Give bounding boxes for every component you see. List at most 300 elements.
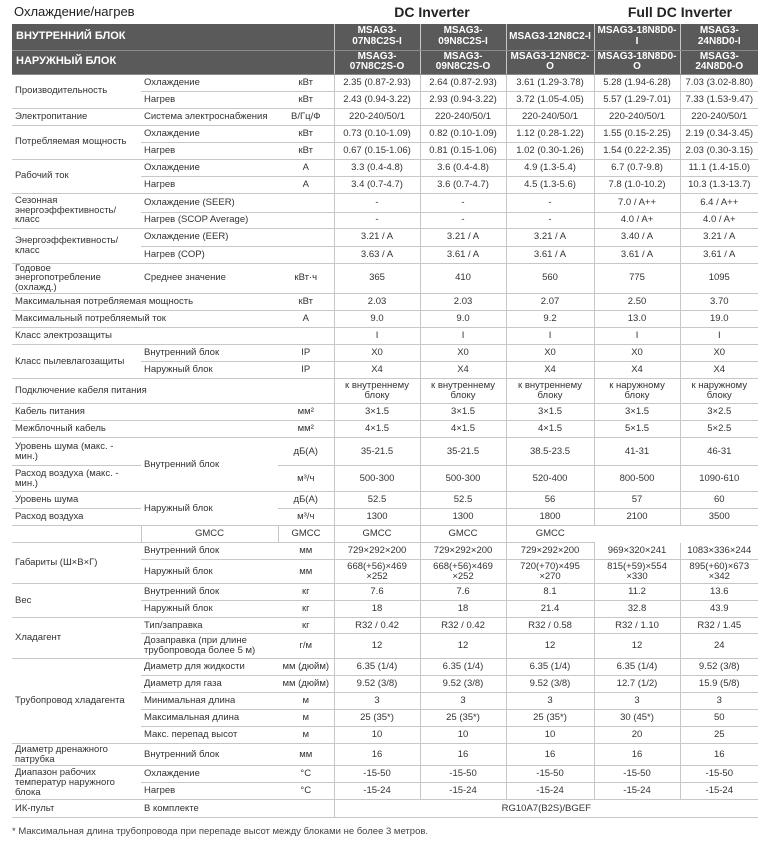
value-cell: 1.12 (0.28-1.22) [506,125,594,142]
param-label: Потребляемая мощность [12,125,141,159]
value-cell: 220-240/50/1 [594,108,680,125]
value-cell: 3.61 (1.29-3.78) [506,74,594,91]
param-label: Рабочий ток [12,159,141,193]
sub-label: Охлаждение [141,125,278,142]
unit-label [278,228,334,246]
value-cell: GMCC [420,526,506,543]
value-cell: 3.40 / A [594,228,680,246]
unit-label: мм (дюйм) [278,659,334,676]
value-cell: 4.5 (1.3-5.6) [506,176,594,193]
value-cell: к внутреннему блоку [420,379,506,404]
param-label: Диапазон рабочих температур наружного блока [12,766,141,800]
sub-label: Внутренний блок [141,345,278,362]
value-cell: RG10A7(B2S)/BGEF [334,800,758,818]
outdoor-model-3: MSAG3-12N8C2-O [506,50,594,74]
param-label: Производительность [12,74,141,108]
value-cell: 57 [594,492,680,509]
value-cell: 3×1.5 [506,404,594,421]
sub-label: Нагрев [141,91,278,108]
value-cell: 3 [506,693,594,710]
value-cell: X4 [680,362,758,379]
sub-label: Охлаждение [141,74,278,91]
group-title-full-dc: Full DC Inverter [627,4,733,20]
value-cell: 2.64 (0.87-2.93) [420,74,506,91]
value-cell: 7.6 [420,584,506,601]
spec-row [12,492,758,509]
param-label: Уровень шума [12,492,141,509]
unit-label: IP [278,345,334,362]
value-cell: R32 / 1.10 [594,618,680,634]
unit-label: А [278,311,334,328]
sub-label: Охлаждение (SEER) [141,193,278,212]
header-bar [0,0,769,24]
value-cell: 2.35 (0.87-2.93) [334,74,420,91]
spec-row [12,766,758,783]
sub-label: Система электроснабжения [141,108,278,125]
outdoor-model-4: MSAG3-18N8D0-O [594,50,680,74]
spec-row [12,404,758,421]
value-cell: 3.63 / A [334,246,420,263]
value-cell: 815(+59)×554 ×330 [594,560,680,584]
sub-label: Нагрев [141,176,278,193]
value-cell: 1.55 (0.15-2.25) [594,125,680,142]
value-cell: 1090-610 [680,466,758,492]
value-cell: 3 [594,693,680,710]
param-label: Расход воздуха [12,509,141,526]
value-cell: 1.02 (0.30-1.26) [506,142,594,159]
sub-label: Наружный блок [141,560,278,584]
value-cell: 6.7 (0.7-9.8) [594,159,680,176]
unit-label: кг [278,618,334,634]
value-cell: 2.93 (0.94-3.22) [420,91,506,108]
spec-row [12,345,758,362]
value-cell: 25 (35*) [506,710,594,727]
value-cell: 9.52 (3/8) [420,676,506,693]
value-cell: 520-400 [506,466,594,492]
unit-label: кВт·ч [278,263,334,294]
value-cell: -15-50 [680,766,758,783]
value-cell: 12.7 (1/2) [594,676,680,693]
value-cell: 3.61 / A [680,246,758,263]
indoor-model-2: MSAG3-09N8C2S-I [420,24,506,50]
value-cell: X0 [420,345,506,362]
spec-row [12,294,758,311]
param-label: Максимальный потребляемый ток [12,311,278,328]
value-cell: 560 [506,263,594,294]
value-cell: 18 [420,601,506,618]
value-cell: 1083×336×244 [680,543,758,560]
value-cell: 1095 [680,263,758,294]
sub-label: Нагрев (COP) [141,246,278,263]
value-cell: 30 (45*) [594,710,680,727]
value-cell: к внутреннему блоку [334,379,420,404]
value-cell: 365 [334,263,420,294]
value-cell: 0.67 (0.15-1.06) [334,142,420,159]
value-cell: 12 [420,634,506,659]
spec-row [12,74,758,91]
value-cell: 800-500 [594,466,680,492]
spec-row [12,659,758,676]
value-cell: 6.35 (1/4) [594,659,680,676]
value-cell: 3.21 / A [506,228,594,246]
value-cell: 3.21 / A [420,228,506,246]
value-cell: 4×1.5 [506,421,594,438]
spec-row [12,193,758,212]
value-cell: 18 [334,601,420,618]
value-cell: 7.6 [334,584,420,601]
value-cell: 11.1 (1.4-15.0) [680,159,758,176]
value-cell: 220-240/50/1 [334,108,420,125]
value-cell: -15-50 [594,766,680,783]
value-cell: 9.52 (3/8) [506,676,594,693]
value-cell: 3 [334,693,420,710]
indoor-model-4: MSAG3-18N8D0-I [594,24,680,50]
value-cell: I [594,328,680,345]
value-cell: 668(+56)×469 ×252 [420,560,506,584]
unit-label [12,526,141,543]
value-cell: 4.0 / A+ [594,212,680,228]
value-cell: 56 [506,492,594,509]
value-cell: 25 (35*) [334,710,420,727]
value-cell: X4 [420,362,506,379]
unit-label: дБ(А) [278,492,334,509]
spec-row [12,618,758,634]
value-cell: 9.0 [420,311,506,328]
spec-row [12,125,758,142]
sub-label: Наружный блок [141,601,278,618]
value-cell: 2.03 [334,294,420,311]
value-cell: 20 [594,727,680,744]
value-cell: -15-50 [334,766,420,783]
sub-label: В комплекте [141,800,278,818]
unit-label: мм [278,543,334,560]
value-cell: к наружному блоку [680,379,758,404]
unit-label: кВт [278,125,334,142]
value-cell: 12 [506,634,594,659]
unit-label: °C [278,766,334,783]
value-cell: I [506,328,594,345]
sub-label: Внутренний блок [141,543,278,560]
value-cell: 1.54 (0.22-2.35) [594,142,680,159]
unit-label: кВт [278,294,334,311]
value-cell: 24 [680,634,758,659]
value-cell: 4.0 / A+ [680,212,758,228]
value-cell: 729×292×200 [420,543,506,560]
unit-label: г/м [278,634,334,659]
value-cell: 16 [680,744,758,766]
value-cell: 35-21.5 [420,438,506,466]
unit-label [278,246,334,263]
value-cell: 9.52 (3/8) [680,659,758,676]
value-cell: 9.2 [506,311,594,328]
sub-label: Минимальная длина [141,693,278,710]
sub-label: Охлаждение (EER) [141,228,278,246]
value-cell: 13.0 [594,311,680,328]
value-cell: 25 [680,727,758,744]
value-cell: GMCC [278,526,334,543]
value-cell: X0 [680,345,758,362]
value-cell: 2.07 [506,294,594,311]
value-cell: 15.9 (5/8) [680,676,758,693]
spec-row [12,584,758,601]
unit-label: кВт [278,91,334,108]
value-cell: 50 [680,710,758,727]
header-row-indoor [12,24,758,50]
value-cell: 3.6 (0.4-4.8) [420,159,506,176]
value-cell: -15-24 [680,783,758,800]
value-cell: 13.6 [680,584,758,601]
param-label: Расход воздуха (макс. - мин.) [12,466,141,492]
value-cell: 3.70 [680,294,758,311]
param-label: Энергоэффективность/класс [12,228,141,263]
value-cell: 3×1.5 [420,404,506,421]
spec-row [12,328,758,345]
indoor-model-1: MSAG3-07N8C2S-I [334,24,420,50]
sub-label: Среднее значение [141,263,278,294]
value-cell: - [506,212,594,228]
value-cell: 16 [420,744,506,766]
value-cell: 729×292×200 [506,543,594,560]
sub-label: Диаметр для газа [141,676,278,693]
value-cell: 25 (35*) [420,710,506,727]
value-cell: 0.81 (0.15-1.06) [420,142,506,159]
spec-row [12,466,758,492]
value-cell: 6.4 / A++ [680,193,758,212]
value-cell: 16 [594,744,680,766]
sub-label: Макс. перепад высот [141,727,278,744]
value-cell: 3 [680,693,758,710]
unit-label: м [278,710,334,727]
group-title-dc: DC Inverter [394,4,470,20]
spec-row [12,379,758,404]
unit-label [278,379,334,404]
param-label: Кабель питания [12,404,278,421]
unit-label: дБ(А) [278,438,334,466]
value-cell: 969×320×241 [594,543,680,560]
sub-label: Нагрев [141,142,278,159]
value-cell: 3.6 (0.7-4.7) [420,176,506,193]
footnote: * Максимальная длина трубопровода при перепаде высот между блоками не более 3 метров. [12,826,429,837]
value-cell: 1300 [334,509,420,526]
value-cell: 52.5 [420,492,506,509]
value-cell: 895(+60)×673 ×342 [680,560,758,584]
value-cell: 3×2.5 [680,404,758,421]
param-label: Электропитание [12,108,141,125]
value-cell: X0 [506,345,594,362]
spec-row [12,159,758,176]
sub-label: Дозаправка (при длине трубопровода более 5 м) [141,634,278,659]
value-cell: GMCC [334,526,420,543]
param-label: Сезонная энергоэффективность/класс [12,193,141,228]
value-cell: 220-240/50/1 [680,108,758,125]
value-cell: 3 [420,693,506,710]
unit-label: м³/ч [278,509,334,526]
value-cell: 4×1.5 [334,421,420,438]
outdoor-model-1: MSAG3-07N8C2S-O [334,50,420,74]
outdoor-model-2: MSAG3-09N8C2S-O [420,50,506,74]
sub-label: Наружный блок [141,492,278,526]
spec-table [12,24,758,818]
spec-row [12,311,758,328]
value-cell: 19.0 [680,311,758,328]
value-cell: 6.35 (1/4) [420,659,506,676]
spec-row [12,509,758,526]
value-cell: 35-21.5 [334,438,420,466]
value-cell: 4.9 (1.3-5.4) [506,159,594,176]
value-cell: 220-240/50/1 [420,108,506,125]
unit-label [278,328,334,345]
sub-label: Максимальная длина [141,710,278,727]
sub-label: Охлаждение [141,159,278,176]
unit-label: °C [278,783,334,800]
param-label: Вес [12,584,141,618]
spec-row [12,744,758,766]
unit-label: кВт [278,142,334,159]
value-cell: 3×1.5 [594,404,680,421]
value-cell: 4×1.5 [420,421,506,438]
unit-label: кВт [278,74,334,91]
value-cell: 9.0 [334,311,420,328]
value-cell: 10 [334,727,420,744]
unit-label: мм [278,560,334,584]
value-cell: 3.61 / A [420,246,506,263]
sub-label: Внутренний блок [141,438,278,492]
value-cell: 41-31 [594,438,680,466]
value-cell: 2100 [594,509,680,526]
unit-label [278,193,334,212]
unit-label [278,800,334,818]
value-cell: 46-31 [680,438,758,466]
value-cell: R32 / 0.42 [420,618,506,634]
indoor-model-5: MSAG3-24N8D0-I [680,24,758,50]
param-label: Трубопровод хладагента [12,659,141,744]
sub-label: Охлаждение [141,766,278,783]
value-cell: -15-24 [334,783,420,800]
value-cell: X4 [506,362,594,379]
unit-label: м [278,693,334,710]
value-cell: 5.28 (1.94-6.28) [594,74,680,91]
unit-label: кг [278,584,334,601]
outdoor-unit-label: НАРУЖНЫЙ БЛОК [12,50,334,74]
value-cell: 220-240/50/1 [506,108,594,125]
param-label: Хладагент [12,618,141,659]
value-cell: 1300 [420,509,506,526]
spec-row [12,543,758,560]
value-cell: 12 [334,634,420,659]
sub-label: Диаметр для жидкости [141,659,278,676]
value-cell: GMCC [506,526,594,543]
value-cell: X4 [594,362,680,379]
param-label: Класс пылевлагозащиты [12,345,141,379]
value-cell: I [680,328,758,345]
unit-label: мм [278,744,334,766]
value-cell: R32 / 0.42 [334,618,420,634]
value-cell: 500-300 [420,466,506,492]
value-cell: -15-50 [506,766,594,783]
sub-label: Внутренний блок [141,744,278,766]
value-cell: 2.03 (0.30-3.15) [680,142,758,159]
value-cell: 5.57 (1.29-7.01) [594,91,680,108]
value-cell: 3.72 (1.05-4.05) [506,91,594,108]
value-cell: 2.50 [594,294,680,311]
value-cell: R32 / 0.58 [506,618,594,634]
value-cell: 16 [506,744,594,766]
unit-label [278,212,334,228]
indoor-unit-label: ВНУТРЕННИЙ БЛОК [12,24,334,50]
value-cell: 729×292×200 [334,543,420,560]
value-cell: - [420,193,506,212]
value-cell: к наружному блоку [594,379,680,404]
value-cell: 2.43 (0.94-3.22) [334,91,420,108]
value-cell: 410 [420,263,506,294]
value-cell: 0.82 (0.10-1.09) [420,125,506,142]
value-cell: 43.9 [680,601,758,618]
mode-title: Охлаждение/нагрев [14,4,135,19]
value-cell: R32 / 1.45 [680,618,758,634]
param-label: Подключение кабеля питания [12,379,278,404]
value-cell: 3.4 (0.7-4.7) [334,176,420,193]
value-cell: - [334,193,420,212]
value-cell: -15-50 [420,766,506,783]
value-cell: 3.3 (0.4-4.8) [334,159,420,176]
value-cell: 7.0 / A++ [594,193,680,212]
value-cell: 60 [680,492,758,509]
unit-label: мм² [278,421,334,438]
spec-row [12,263,758,294]
value-cell: 5×2.5 [680,421,758,438]
value-cell: к внутреннему блоку [506,379,594,404]
param-label: Межблочный кабель [12,421,278,438]
unit-label: м [278,727,334,744]
value-cell: 38.5-23.5 [506,438,594,466]
value-cell: 668(+56)×469 ×252 [334,560,420,584]
sub-label: Тип/заправка [141,618,278,634]
param-label: Годовое энергопотребление (охлажд.) [12,263,141,294]
indoor-model-3: MSAG3-12N8C2-I [506,24,594,50]
sub-label: Внутренний блок [141,584,278,601]
value-cell: 6.35 (1/4) [334,659,420,676]
value-cell: - [420,212,506,228]
value-cell: 3.21 / A [680,228,758,246]
param-label: Диаметр дренажного патрубка [12,744,141,766]
value-cell: 0.73 (0.10-1.09) [334,125,420,142]
value-cell: - [334,212,420,228]
unit-label: м³/ч [278,466,334,492]
value-cell: 32.8 [594,601,680,618]
value-cell: 1800 [506,509,594,526]
value-cell: 500-300 [334,466,420,492]
value-cell: 8.1 [506,584,594,601]
value-cell: 7.33 (1.53-9.47) [680,91,758,108]
value-cell: 775 [594,263,680,294]
unit-label: А [278,176,334,193]
value-cell: 12 [594,634,680,659]
unit-label: В/Гц/Ф [278,108,334,125]
value-cell: - [506,193,594,212]
value-cell: 3500 [680,509,758,526]
value-cell: GMCC [141,526,278,543]
unit-label: мм² [278,404,334,421]
value-cell: X0 [334,345,420,362]
value-cell: -15-24 [506,783,594,800]
unit-label: кг [278,601,334,618]
value-cell: 10 [506,727,594,744]
value-cell: X4 [334,362,420,379]
value-cell: 52.5 [334,492,420,509]
spec-row [12,228,758,246]
value-cell: 3×1.5 [334,404,420,421]
spec-row [12,438,758,466]
